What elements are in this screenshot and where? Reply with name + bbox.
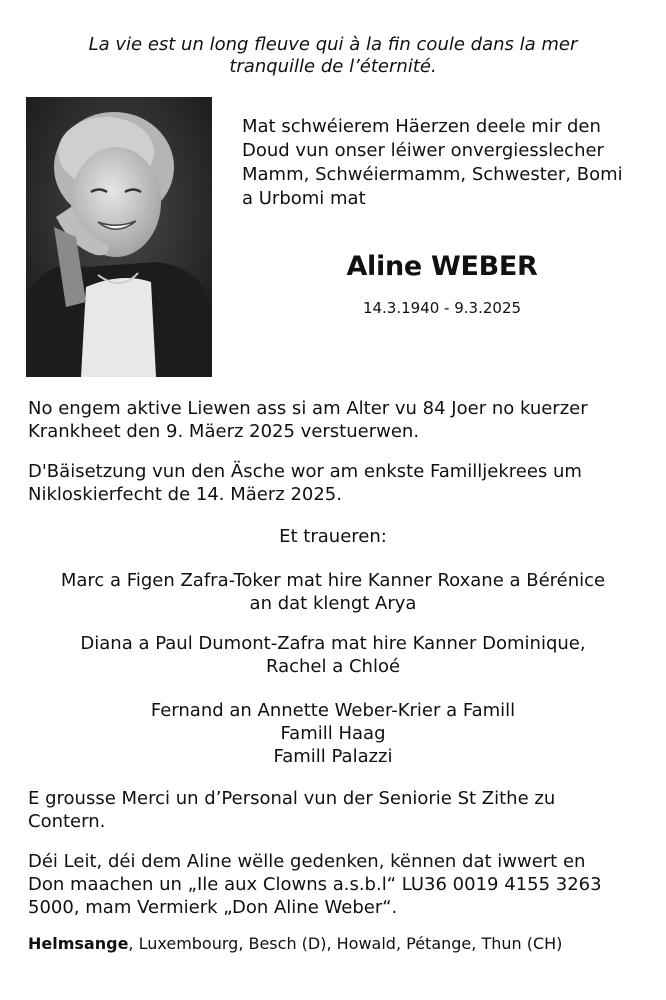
text-line: No engem aktive Liewen ass si am Alter vu 84 Joer no kuerzer	[28, 398, 588, 419]
text-line: Contern.	[28, 811, 106, 832]
text-line: Rachel a Chloé	[265, 656, 401, 677]
text-line: 5000, mam Vermierk „Don Aline Weber“.	[28, 897, 398, 918]
thanks-paragraph	[28, 787, 638, 833]
text-line: Famill Haag	[280, 723, 386, 744]
text-line: Fernand an Annette Weber-Krier a Famill	[150, 700, 516, 721]
text-line: Don maachen un „Ile aux Clowns a.s.b.l“ LU36 0019 4155 3263	[28, 874, 602, 895]
epigraph-quote	[20, 34, 646, 78]
quote-line-1: La vie est un long fleuve qui à la fin coule dans la mer	[88, 34, 578, 55]
family-group-1	[28, 569, 638, 615]
place-others: , Luxembourg, Besch (D), Howald, Pétange, Thun (CH)	[128, 934, 563, 953]
portrait-illustration	[26, 97, 212, 377]
intro-line: Doud vun onser léiwer onvergiesslecher	[242, 140, 604, 161]
place-primary: Helmsange	[28, 934, 129, 953]
portrait-photo	[26, 97, 212, 377]
life-dates: 14.3.1940 - 9.3.2025	[362, 299, 522, 317]
family-group-3	[28, 699, 638, 768]
intro-announcement	[242, 115, 646, 211]
deceased-name: Aline WEBER	[346, 251, 538, 282]
funeral-paragraph	[28, 460, 638, 506]
intro-line: a Urbomi mat	[242, 188, 366, 209]
text-line: Marc a Figen Zafra-Toker mat hire Kanner Roxane a Bérénice	[60, 570, 606, 591]
family-group-2	[28, 632, 638, 678]
text-line: Déi Leit, déi dem Aline wëlle gedenken, kënnen dat iwwert en	[28, 851, 586, 872]
death-paragraph	[28, 397, 638, 443]
text-line: E grousse Merci un d’Personal vun der Seniorie St Zithe zu	[28, 788, 556, 809]
text-line: Krankheet den 9. Mäerz 2025 verstuerwen.	[28, 421, 420, 442]
intro-line: Mat schwéierem Häerzen deele mir den	[242, 116, 601, 137]
text-line: D'Bäisetzung vun den Äsche wor am enkste Familljekrees um	[28, 461, 582, 482]
places-line	[28, 933, 638, 955]
text-line: Famill Palazzi	[273, 746, 393, 767]
text-line: Nikloskierfecht de 14. Mäerz 2025.	[28, 484, 342, 505]
donation-paragraph	[28, 850, 638, 919]
text-line: Diana a Paul Dumont-Zafra mat hire Kanner Dominique,	[80, 633, 586, 654]
text-line: an dat klengt Arya	[249, 593, 417, 614]
quote-line-2: tranquille de l’éternité.	[229, 56, 437, 77]
intro-line: Mamm, Schwéiermamm, Schwester, Bomi	[242, 164, 623, 185]
mourners-heading: Et traueren:	[279, 526, 387, 547]
